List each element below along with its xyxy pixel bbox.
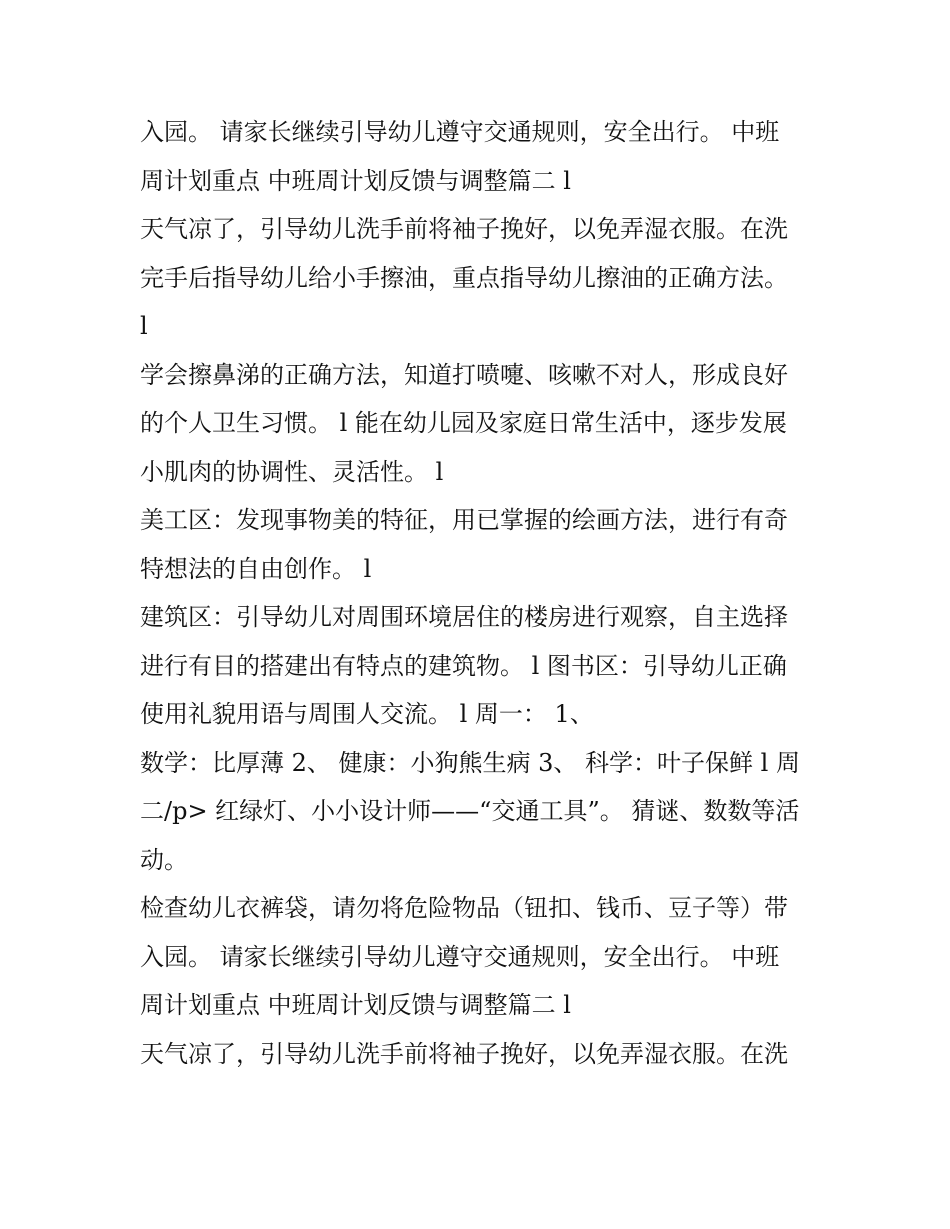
text-line: 完手后指导幼儿给小手擦油，重点指导幼儿擦油的正确方法。 — [140, 263, 788, 292]
text-line: 天气凉了，引导幼儿洗手前将袖子挽好，以免弄湿衣服。在洗 — [140, 215, 788, 243]
text-line: 天气凉了，引导幼儿洗手前将袖子挽好，以免弄湿衣服。在洗 — [140, 1039, 788, 1068]
text-line: 使用礼貌用语与周围人交流。 l 周一： 1、 — [140, 700, 594, 728]
text-line: 入园。 请家长继续引导幼儿遵守交通规则，安全出行。 中班 — [140, 942, 780, 971]
text-line: 数学：比厚薄 2、 健康：小狗熊生病 3、 科学：叶子保鲜 l 周 — [140, 748, 800, 777]
document-body-text — [140, 108, 830, 1078]
text-line: 进行有目的搭建出有特点的建筑物。 l 图书区：引导幼儿正确 — [140, 651, 787, 680]
text-line: 学会擦鼻涕的正确方法，知道打喷嚏、咳嗽不对人，形成良好 — [140, 360, 788, 389]
text-line: 入园。 请家长继续引导幼儿遵守交通规则，安全出行。 中班 — [140, 118, 780, 146]
text-line: 周计划重点 中班周计划反馈与调整篇二 l — [140, 991, 571, 1019]
text-line: 二/p> 红绿灯、小小设计师——“交通工具”。 猜谜、数数等活 — [140, 797, 800, 825]
text-line: 小肌肉的协调性、灵活性。 l — [140, 457, 444, 486]
text-line: l — [140, 312, 148, 340]
text-line: 动。 — [140, 845, 188, 874]
text-line: 的个人卫生习惯。 l 能在幼儿园及家庭日常生活中，逐步发展 — [140, 409, 787, 437]
text-line: 检查幼儿衣裤袋，请勿将危险物品（钮扣、钱币、豆子等）带 — [140, 894, 788, 922]
text-line: 特想法的自由创作。 l — [140, 554, 372, 583]
text-line: 周计划重点 中班周计划反馈与调整篇二 l — [140, 166, 571, 195]
text-line: 建筑区：引导幼儿对周围环境居住的楼房进行观察，自主选择 — [140, 603, 788, 631]
text-line: 美工区：发现事物美的特征，用已掌握的绘画方法，进行有奇 — [140, 506, 788, 534]
